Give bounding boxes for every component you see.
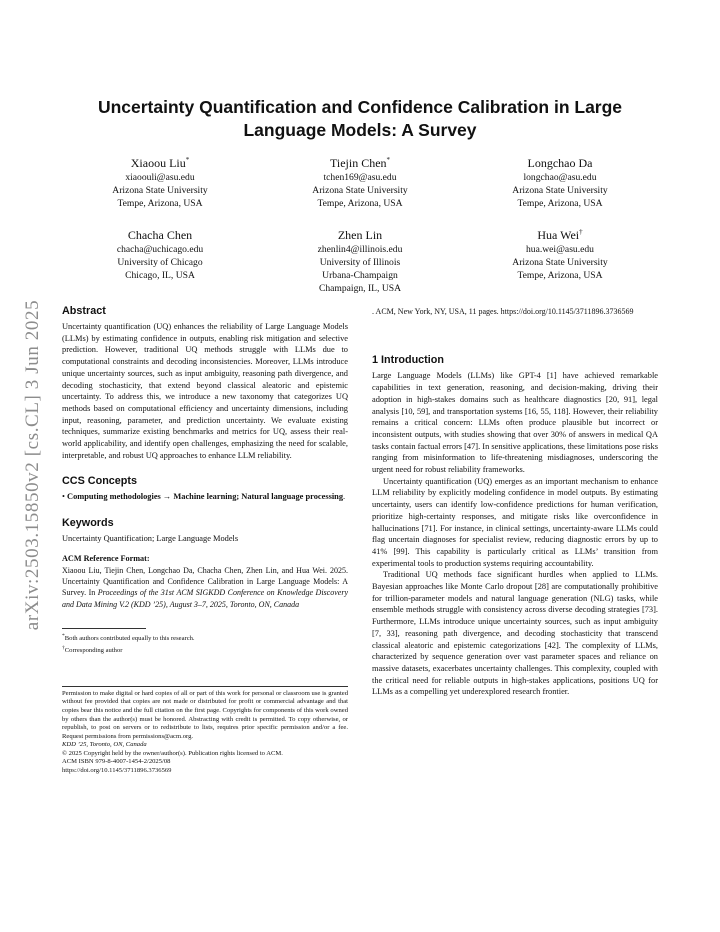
arxiv-sidebar-stamp [22, 265, 44, 665]
author-affiliation: Arizona State University [512, 257, 608, 268]
author-card [460, 224, 660, 282]
abstract-text: Uncertainty quantification (UQ) enhances the reliability of Large Language Models (LLMs) by estimating confidence in outputs, enabling risk mitigation and selective prediction. However, traditional UQ methods struggle with LLMs due to computational constraints and decoding inconsistencies. Moreover, LLMs introduce unique uncertainty sources, such as input ambiguity, reasoning path divergence, and decoding stochasticity, that extend beyond classical aleatoric and epistemic uncertainty. To address this, we introduce a new taxonomy that categorizes UQ methods based on computational efficiency and uncertainty dimensions, including input, reasoning, parameter, and prediction uncertainty. We evaluate existing techniques, summarize existing benchmarks and metrics for UQ, assess their real-world applicability, and identify open challenges, emphasizing the need for scalable, interpretable, and robust UQ approaches to enhance LLM reliability. [62, 322, 348, 460]
author-email[interactable]: chacha@uchicago.edu [116, 244, 204, 255]
reference-italic: Proceedings of the 31st ACM SIGKDD Conference on Knowledge Discovery and Data Mining V.2 (KDD ’25), August 3–7, 2025, Toronto, ON, Canada [62, 588, 348, 609]
author-name: Tiejin Chen [329, 156, 387, 170]
author-affiliation-2: Urbana-Champaign [322, 270, 398, 281]
abstract-heading: Abstract [62, 305, 106, 317]
permission-copyright: © 2025 Copyright held by the owner/author(s). Publication rights licensed to ACM. [62, 749, 283, 757]
footnote-equal-text: Both authors contributed equally to this research. [64, 635, 195, 643]
reference-format-text [62, 565, 348, 611]
reference-format-heading: ACM Reference Format: [62, 553, 150, 563]
author-location: Tempe, Arizona, USA [317, 198, 403, 209]
ccs-concepts [62, 491, 348, 503]
author-name: Zhen Lin [337, 228, 383, 242]
author-location: Tempe, Arizona, USA [117, 198, 203, 209]
footnote-corr [62, 644, 348, 656]
reference-tail: . ACM, New York, NY, USA, 11 pages. https://doi.org/10.1145/3711896.3736569 [372, 307, 634, 316]
title-line-1: Uncertainty Quantification and Confidence Calibration in Large [97, 97, 623, 117]
author-location: Tempe, Arizona, USA [517, 198, 603, 209]
left-column [62, 304, 348, 776]
ccs-concept: Computing methodologies → Machine learning; Natural language processing [67, 492, 344, 502]
arxiv-identifier: arXiv:2503.15850v2 [cs.CL] 3 Jun 2025 [22, 299, 43, 631]
permission-isbn: ACM ISBN 979-8-4007-1454-2/2025/08 [62, 758, 171, 766]
author-email[interactable]: xiaoouli@asu.edu [125, 172, 195, 183]
right-column [372, 306, 658, 698]
footnote-equal [62, 632, 348, 644]
author-name: Chacha Chen [127, 228, 193, 242]
author-card [60, 152, 260, 210]
author-name: Hua Wei [537, 228, 580, 242]
author-mark: † [579, 228, 583, 236]
author-affiliation: Arizona State University [112, 185, 208, 196]
footnote-equal-mark: * [62, 633, 65, 640]
author-affiliation: Arizona State University [512, 185, 608, 196]
permission-divider [62, 686, 348, 687]
author-card [460, 152, 660, 210]
footnote-corr-mark: † [62, 644, 65, 651]
ccs-end: . [343, 492, 346, 502]
author-name: Xiaoou Liu [130, 156, 186, 170]
author-card [260, 152, 460, 210]
author-location: Champaign, IL, USA [318, 283, 402, 294]
intro-paragraph-3: Traditional UQ methods face significant hurdles when applied to LLMs. Bayesian approaches like Monte Carlo dropout [28] are computationally prohibitive for trillion-parameter models and natural language generation (NLG) tasks, while ensemble methods struggle with consistency across diverse decoding strategies [73]. Furthermore, LLMs introduce unique uncertainty sources, such as input ambiguity [7, 33], reasoning path divergence, and decoding stochasticity that transcend classical aleatoric and epistemic categorizations [42]. The complexity of LLMs, characterized by sequence generation over vast parameter spaces and reliance on massive datasets, exacerbates uncertainty challenges. This complexity, coupled with the critical need for reliable outputs in high-stakes applications, positions UQ for LLMs as a compelling yet underexplored research frontier. [372, 570, 658, 697]
author-email[interactable]: zhenlin4@illinois.edu [317, 244, 403, 255]
intro-paragraph-1: Large Language Models (LLMs) like GPT-4 [1] have achieved remarkable capabilities in text generation, reasoning, and decision-making, driving their adoption in high-stakes domains such as healthcare diagnostics [20, 91], legal analysis [10, 59], and transportation systems [16, 55, 118]. However, their reliability remains a critical concern: LLMs often produce plausible but incorrect or inconsistent outputs, with studies showing that over 30% of answers in medical QA tasks contain factual errors [47]. In sensitive applications, these limitations pose risks ranging from misinformation to life-threatening misdiagnoses, underscoring the urgent need for robust reliability frameworks. [372, 371, 658, 475]
reference-plain: Xiaoou Liu, Tiejin Chen, Longchao Da, Chacha Chen, Zhen Lin, and Hua Wei. 2025. Uncertainty Quantification and Confidence Calibration in Large Language Models: A Survey. In [62, 565, 348, 598]
author-location: Tempe, Arizona, USA [517, 270, 603, 281]
keywords-heading: Keywords [62, 517, 114, 530]
paper-title [62, 96, 658, 142]
author-affiliation: Arizona State University [312, 185, 408, 196]
author-email[interactable]: hua.wei@asu.edu [526, 244, 594, 255]
footnote-corr-text: Corresponding author [64, 647, 123, 655]
permission-venue: KDD ’25, Toronto, ON, Canada [62, 741, 147, 749]
author-mark: * [386, 156, 391, 164]
ccs-heading: CCS Concepts [62, 475, 137, 488]
author-card [60, 224, 260, 282]
author-email[interactable]: tchen169@asu.edu [323, 172, 397, 183]
footnote-divider [62, 628, 146, 629]
introduction-heading: 1 Introduction [372, 354, 444, 367]
permission-text: Permission to make digital or hard copies of all or part of this work for personal or classroom use is granted without fee provided that copies are not made or distributed for profit or commercial advantage and that copies bear this notice and the full citation on the first page. Copyrights for components of this work owned by others than the author(s) must be honored. Abstracting with credit is permitted. To copy otherwise, or republish, to post on servers or to redistribute to lists, requires prior specific permission and/or a fee. Request permissions from permissions@acm.org. [62, 689, 348, 740]
author-location: Chicago, IL, USA [125, 270, 195, 281]
author-affiliation: University of Illinois [319, 257, 401, 268]
author-mark: * [185, 156, 190, 164]
ccs-bullet: • [62, 492, 65, 502]
keywords-text: Uncertainty Quantification; Large Language Models [62, 534, 239, 544]
title-line-2: Language Models: A Survey [243, 120, 477, 140]
author-card [260, 224, 460, 295]
author-name: Longchao Da [527, 156, 593, 170]
reference-format-continued [372, 306, 658, 317]
author-affiliation: University of Chicago [117, 257, 203, 268]
permission-doi[interactable]: https://doi.org/10.1145/3711896.3736569 [62, 767, 172, 775]
intro-paragraph-2: Uncertainty quantification (UQ) emerges as an important mechanism to enhance LLM reliability by explicitly modeling confidence in model outputs. By estimating uncertainty, users can identify low-confidence predictions for human verification, prioritize high-certainty responses, and mitigate risks like overconfidence in hallucinations [71]. For instance, in clinical settings, uncertainty-aware LLMs could flag uncertain diagnoses for specialist review, reducing diagnostic errors by up to 41% [99]. This capability is particularly critical as LLMs’ transition from experimental tools to production systems requiring accountability. [372, 476, 658, 568]
author-email[interactable]: longchao@asu.edu [523, 172, 597, 183]
